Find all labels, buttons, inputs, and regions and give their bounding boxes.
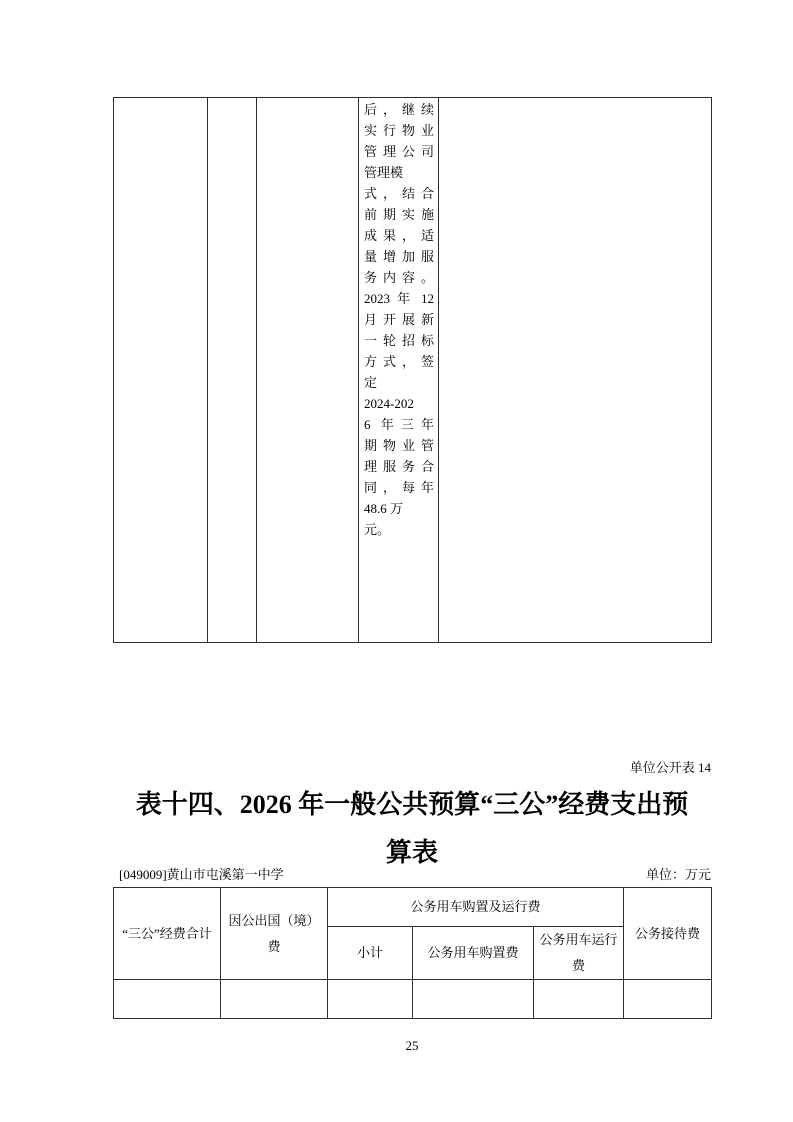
remarks-line: 同，每年 bbox=[364, 480, 434, 495]
continuation-cell-5 bbox=[439, 98, 712, 643]
data-cell-abroad bbox=[221, 980, 328, 1019]
page-title-line2: 算表 bbox=[385, 838, 438, 867]
remarks-line: 实行物业 bbox=[364, 123, 434, 138]
data-cell-vehicle-purchase bbox=[413, 980, 534, 1019]
remarks-line: 48.6 万 bbox=[364, 501, 404, 516]
remarks-line: 管理模 bbox=[364, 165, 404, 180]
remarks-line: 月开展新 bbox=[364, 312, 434, 327]
public-table-label: 单位公开表 14 bbox=[629, 760, 711, 775]
remarks-line: 2024-202 bbox=[364, 396, 414, 411]
continuation-cell-3 bbox=[257, 98, 359, 643]
header-vehicle-purchase: 公务用车购置费 bbox=[413, 927, 534, 980]
remarks-line: 期物业管 bbox=[364, 438, 434, 453]
header-vehicle-operation: 公务用车运行费 bbox=[534, 927, 624, 980]
remarks-line: 2023 年 12 bbox=[364, 291, 434, 306]
page-title bbox=[93, 781, 731, 877]
remarks-line: 量增加服 bbox=[364, 249, 434, 264]
remarks-text bbox=[364, 99, 434, 540]
continuation-cell-1 bbox=[114, 98, 208, 643]
header-reception-expense: 公务接待费 bbox=[624, 888, 712, 980]
remarks-line: 定 bbox=[364, 375, 378, 390]
remarks-line: 成果，适 bbox=[364, 228, 434, 243]
org-unit-line bbox=[113, 866, 711, 883]
data-cell-vehicle-operation bbox=[534, 980, 624, 1019]
org-code-name: [049009]黄山市屯溪第一中学 bbox=[119, 867, 284, 882]
data-cell-reception bbox=[624, 980, 712, 1019]
remarks-line: 前期实施 bbox=[364, 207, 434, 222]
header-three-public-total: “三公”经费合计 bbox=[114, 888, 221, 980]
unit-note: 单位：万元 bbox=[645, 867, 711, 882]
continuation-table-section bbox=[113, 97, 712, 643]
continuation-cell-2 bbox=[208, 98, 257, 643]
remarks-line: 务内容。 bbox=[364, 270, 434, 285]
remarks-line: 方式，签 bbox=[364, 354, 434, 369]
three-public-table-section bbox=[113, 887, 712, 1019]
data-cell-vehicle-subtotal bbox=[328, 980, 413, 1019]
continuation-cell-remarks bbox=[359, 98, 439, 643]
continuation-table bbox=[113, 97, 712, 643]
remarks-line: 元。 bbox=[364, 522, 391, 537]
data-row bbox=[114, 980, 712, 1019]
header-row-1 bbox=[114, 888, 712, 927]
remarks-line: 式，结合 bbox=[364, 186, 434, 201]
remarks-line: 6 年三年 bbox=[364, 417, 434, 432]
remarks-line: 管理公司 bbox=[364, 144, 434, 159]
continuation-row bbox=[114, 98, 712, 643]
data-cell-total bbox=[114, 980, 221, 1019]
remarks-line: 后，继续 bbox=[364, 102, 434, 117]
remarks-line: 一轮招标 bbox=[364, 333, 434, 348]
page-title-line1: 表十四、2026 年一般公共预算“三公”经费支出预 bbox=[135, 790, 689, 819]
three-public-budget-table bbox=[113, 887, 712, 1019]
remarks-line: 理服务合 bbox=[364, 459, 434, 474]
page-number: 25 bbox=[405, 1038, 419, 1053]
header-abroad-expense: 因公出国（境）费 bbox=[221, 888, 328, 980]
header-vehicle-group: 公务用车购置及运行费 bbox=[328, 888, 624, 927]
header-vehicle-subtotal: 小计 bbox=[328, 927, 413, 980]
